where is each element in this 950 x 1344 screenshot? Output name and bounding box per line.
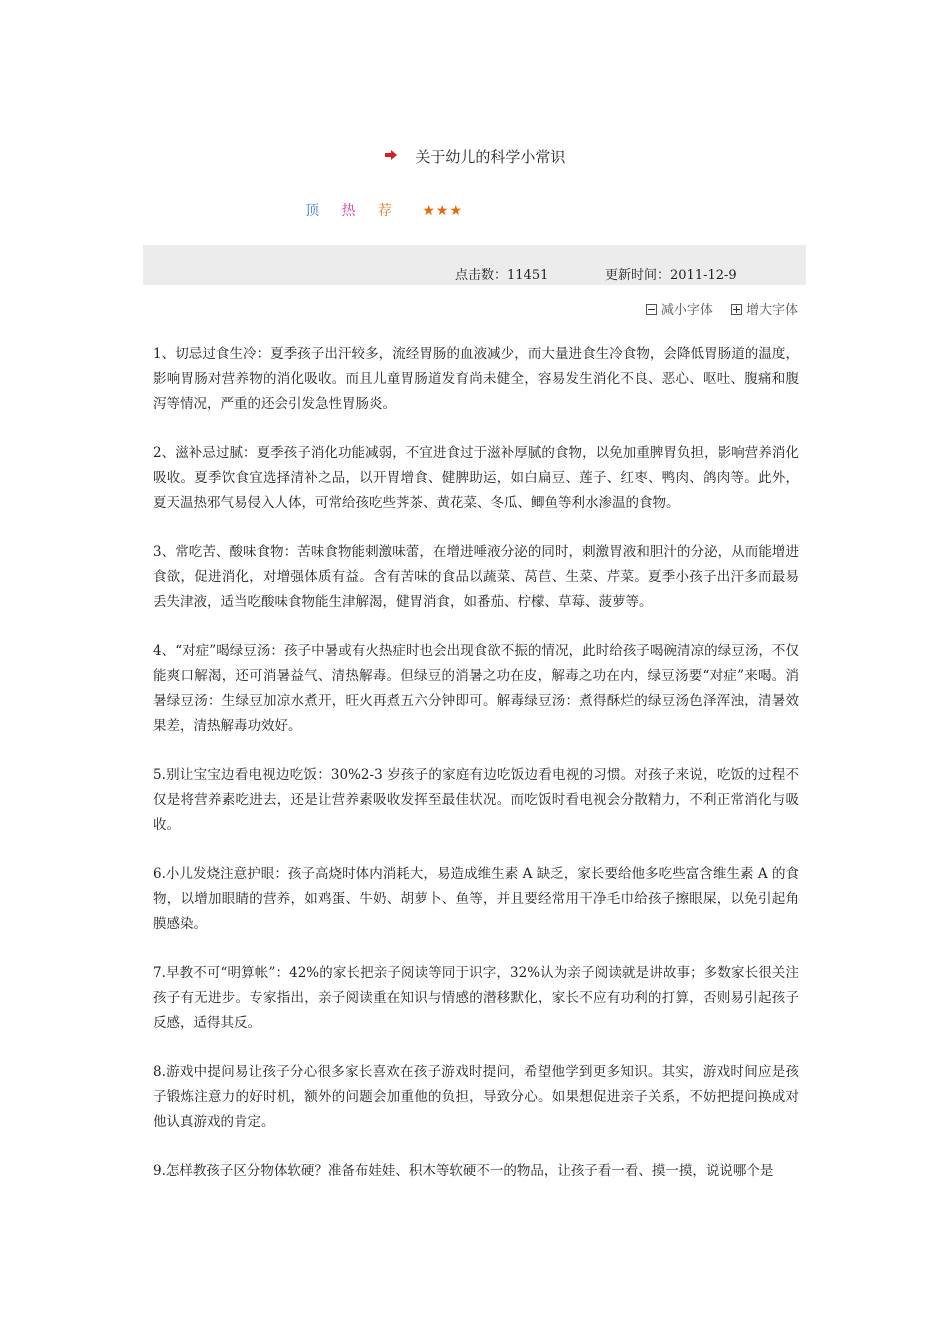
paragraph: 7.早教不可“明算帐”：42%的家长把亲子阅读等同于识字，32%认为亲子阅读就是讲故事；多数家长很关注孩子有无进步。专家指出，亲子阅读重在知识与情感的潜移默化，家长不应有功利的打算，否则易引起孩子反感，适得其反。 [153,965,799,1031]
recommend-row [305,200,463,220]
increase-font-button[interactable] [731,299,798,318]
article-body [153,342,799,1208]
paragraph: 2、滋补忌过腻：夏季孩子消化功能减弱，不宜进食过于滋补厚腻的食物，以免加重脾胃负担，影响营养消化吸收。夏季饮食宜选择清补之品，以开胃增食、健脾助运，如白扁豆、莲子、红枣、鸭肉、鸽肉等。此外，夏天温热邪气易侵入人体，可常给孩吃些荠茶、黄花菜、冬瓜、鲫鱼等利水渗温的食物。 [153,445,799,511]
recommend-word-2: 热 [341,203,356,219]
font-size-tools [632,299,798,318]
rating-stars: ★★★ [422,203,464,219]
plus-box-icon [731,304,742,315]
paragraph: 1、切忌过食生冷：夏季孩子出汗较多，流经胃肠的血液减少，而大量进食生冷食物，会降低胃肠道的温度，影响胃肠对营养物的消化吸收。而且儿童胃肠道发育尚未健全，容易发生消化不良、恶心、呕吐、腹痛和腹泻等情况，严重的还会引发急性胃肠炎。 [153,346,799,412]
article-title-row [0,146,950,167]
paragraph: 3、常吃苦、酸味食物：苦味食物能刺激味蕾，在增进唾液分泌的同时，刺激胃液和胆汁的分泌，从而能增进食欲，促进消化，对增强体质有益。含有苦味的食品以蔬菜、莴苣、生菜、芹菜。夏季小孩子出汗多而最易丢失津液，适当吃酸味食物能生津解渴，健胃消食，如番茄、柠檬、草莓、菠萝等。 [153,544,799,610]
decrease-font-label: 减小字体 [660,303,713,318]
update-time: 更新时间：2011-12-9 [605,268,737,283]
minus-box-icon [646,304,657,315]
decrease-font-button[interactable] [646,299,713,318]
meta-bar [143,245,806,285]
increase-font-label: 增大字体 [745,303,798,318]
paragraph: 4、“对症”喝绿豆汤：孩子中暑或有火热症时也会出现食欲不振的情况，此时给孩子喝碗清凉的绿豆汤，不仅能爽口解渴，还可消暑益气、清热解毒。但绿豆的消暑之功在皮，解毒之功在内，绿豆汤要“对症”来喝。消暑绿豆汤：生绿豆加凉水煮开，旺火再煮五六分钟即可。解毒绿豆汤：煮得酥烂的绿豆汤色泽浑浊，清暑效果差，清热解毒功效好。 [153,643,799,734]
recommend-word-1: 顶 [305,203,319,219]
recommend-word-3: 荐 [377,203,392,219]
paragraph: 8.游戏中提问易让孩子分心很多家长喜欢在孩子游戏时提问，希望他学到更多知识。其实，游戏时间应是孩子锻炼注意力的好时机，额外的问题会加重他的负担，导致分心。如果想促进亲子关系，不妨把提问换成对他认真游戏的肯定。 [153,1064,799,1130]
paragraph: 6.小儿发烧注意护眼：孩子高烧时体内消耗大，易造成维生素 A 缺乏，家长要给他多吃些富含维生素 A 的食物，以增加眼睛的营养，如鸡蛋、牛奶、胡萝卜、鱼等，并且要经常用干净毛巾给孩子擦眼屎，以免引起角膜感染。 [153,866,799,932]
click-count: 点击数：11451 [455,268,549,283]
red-arrow-icon [385,150,397,160]
paragraph: 5.别让宝宝边看电视边吃饭：30%2-3 岁孩子的家庭有边吃饭边看电视的习惯。对孩子来说，吃饭的过程不仅是将营养素吃进去，还是让营养素吸收发挥至最佳状况。而吃饭时看电视会分散精力，不利正常消化与吸收。 [153,767,799,833]
paragraph: 9.怎样教孩子区分物体软硬？准备布娃娃、积木等软硬不一的物品，让孩子看一看、摸一摸，说说哪个是 [153,1163,774,1179]
article-title: 关于幼儿的科学小常识 [415,148,566,166]
